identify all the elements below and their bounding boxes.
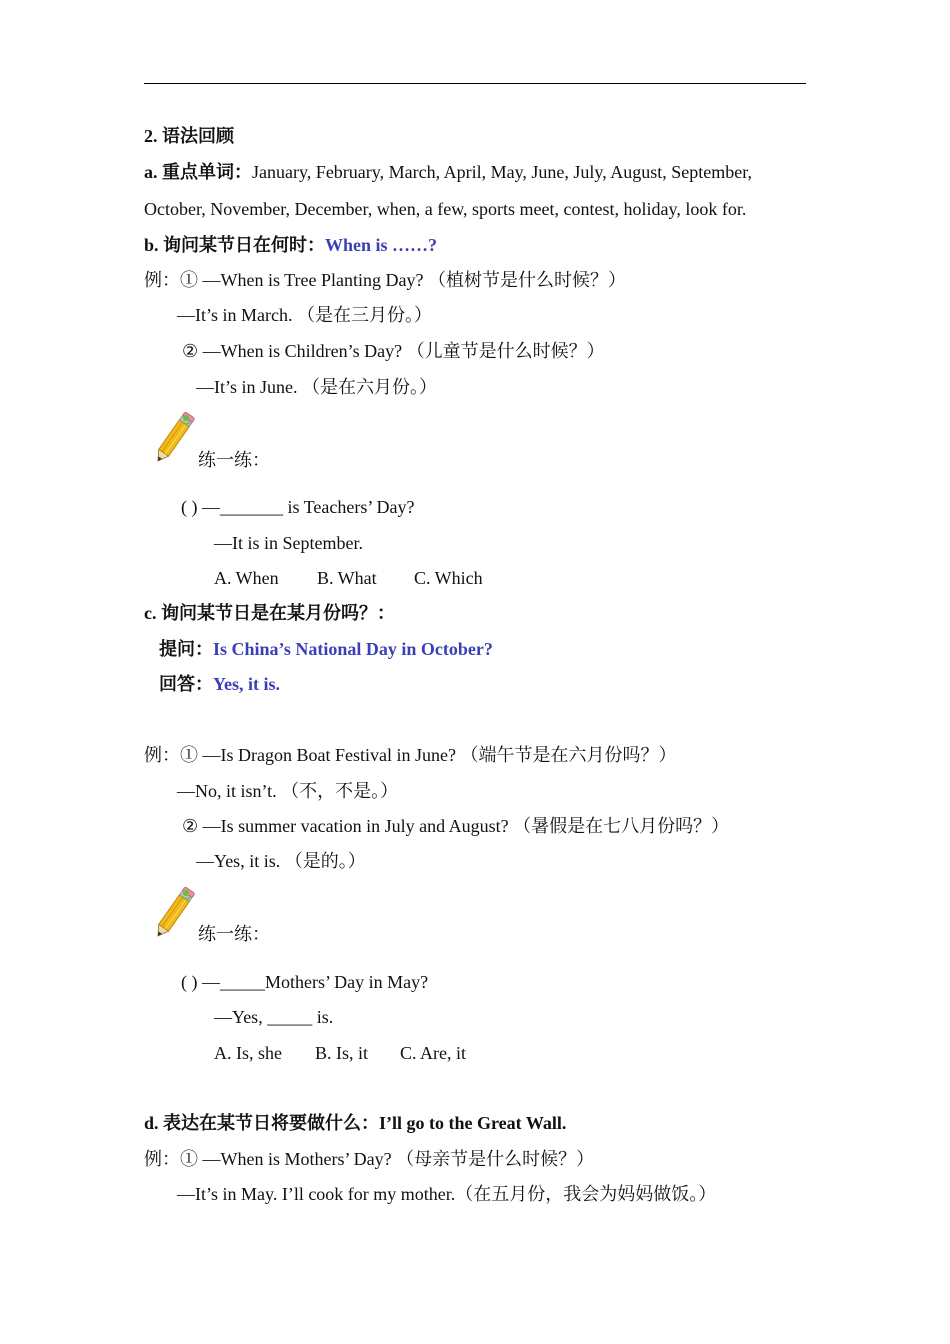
option-c: C. Which	[414, 568, 483, 588]
b-example-1-answer: —It’s in March. （是在三月份。）	[177, 305, 432, 325]
option-b: B. What	[317, 568, 377, 588]
c-ask-label: 提问：	[159, 639, 213, 659]
option-b: B. Is, it	[315, 1043, 369, 1063]
vocab-words-1: January, February, March, April, May, June, July, August, September,	[252, 162, 753, 182]
vocab-words-2: October, November, December, when, a few, sports meet, contest, holiday, look for.	[144, 199, 747, 219]
c-practice-label: 练一练：	[198, 924, 270, 944]
c-example-1-answer: —No, it isn’t. （不，不是。）	[177, 781, 399, 801]
b-heading	[144, 233, 437, 257]
pencil-icon	[150, 410, 198, 466]
option-a: A. Is, she	[214, 1043, 282, 1063]
d-label: d. 表达在某节日将要做什么：	[144, 1113, 380, 1133]
d-example-1-question: 例：① —When is Mothers’ Day? （母亲节是什么时候？）	[144, 1149, 595, 1169]
c-ask	[159, 637, 493, 661]
option-a: A. When	[214, 568, 279, 588]
c-practice-options	[214, 1041, 466, 1065]
c-practice-question: ( ) —_____Mothers’ Day in May?	[181, 972, 429, 992]
c-answer	[159, 672, 280, 696]
c-practice-answer: —Yes, _____ is.	[214, 1007, 334, 1027]
b-example-1-question: 例：① —When is Tree Planting Day? （植树节是什么时候？）	[144, 270, 626, 290]
b-practice-question: ( ) —_______ is Teachers’ Day?	[181, 497, 415, 517]
c-example-2-answer: —Yes, it is. （是的。）	[196, 851, 366, 871]
c-example-1-question: 例：① —Is Dragon Boat Festival in June? （端午节是在六月份吗？）	[144, 745, 677, 765]
b-pattern: When is ……?	[325, 235, 438, 255]
c-answer-text: Yes, it is.	[213, 674, 280, 694]
c-answer-label: 回答：	[159, 674, 213, 694]
d-heading	[144, 1111, 566, 1135]
vocab-line-1	[144, 160, 752, 184]
b-practice-answer: —It is in September.	[214, 533, 363, 553]
header-rule	[144, 83, 806, 84]
c-ask-text: Is China’s National Day in October?	[213, 639, 493, 659]
d-pattern: I’ll go to the Great Wall.	[379, 1113, 567, 1133]
vocab-label: a. 重点单词：	[144, 162, 252, 182]
b-example-2-question: ② —When is Children’s Day? （儿童节是什么时候？）	[182, 341, 605, 361]
b-label: b. 询问某节日在何时：	[144, 235, 326, 255]
section-title: 2. 语法回顾	[144, 126, 234, 146]
d-example-1-answer: —It’s in May. I’ll cook for my mother.（在五月份，我会为妈妈做饭。）	[177, 1184, 717, 1204]
b-example-2-answer: —It’s in June. （是在六月份。）	[196, 377, 437, 397]
option-c: C. Are, it	[400, 1043, 466, 1063]
b-practice-label: 练一练：	[198, 450, 270, 470]
c-example-2-question: ② —Is summer vacation in July and August? （暑假是在七八月份吗？）	[182, 816, 730, 836]
b-practice-options	[214, 566, 483, 590]
pencil-icon	[150, 885, 198, 941]
c-label: c. 询问某节日是在某月份吗？：	[144, 603, 395, 623]
